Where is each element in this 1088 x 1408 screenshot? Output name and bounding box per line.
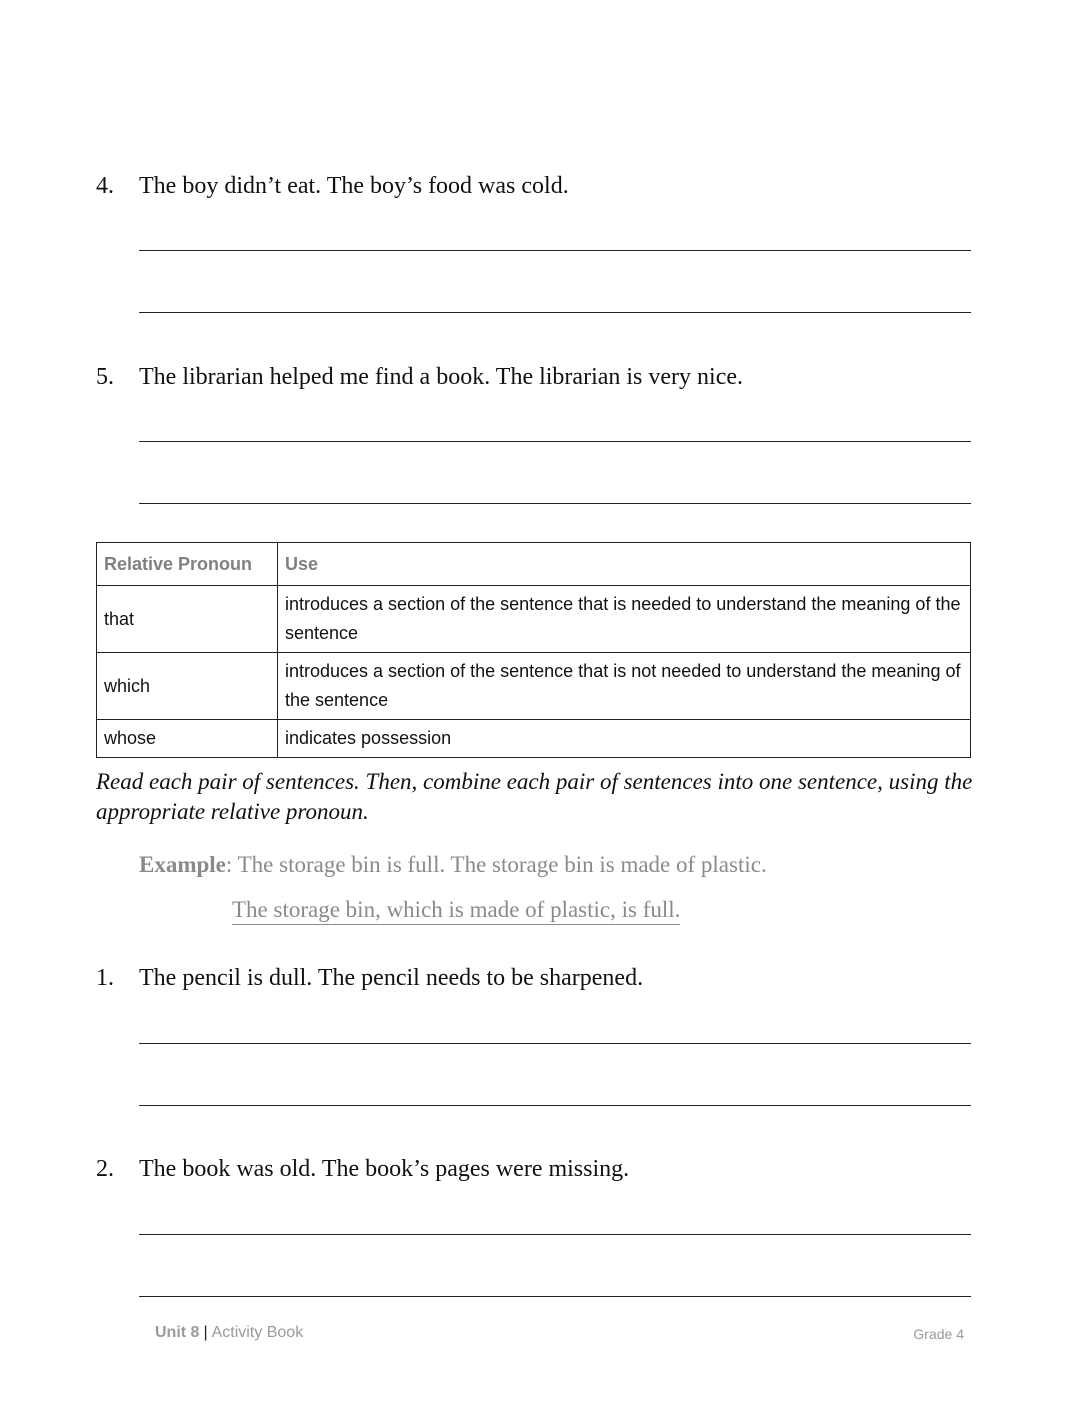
question-text: The pencil is dull. The pencil needs to be sharpened. bbox=[139, 965, 644, 991]
table-header: Relative Pronoun bbox=[97, 543, 278, 586]
example-sentence: : The storage bin is full. The storage bin is made of plastic. bbox=[225, 852, 767, 877]
example bbox=[139, 852, 767, 878]
question-number: 5. bbox=[96, 364, 114, 390]
answer-line[interactable] bbox=[139, 441, 971, 442]
table-row bbox=[97, 720, 971, 758]
footer-grade: Grade 4 bbox=[913, 1326, 964, 1342]
answer-line[interactable] bbox=[139, 1234, 971, 1235]
question-text: The book was old. The book’s pages were missing. bbox=[139, 1156, 630, 1182]
answer-line[interactable] bbox=[139, 1105, 971, 1106]
question-number: 2. bbox=[96, 1156, 114, 1182]
example-label: Example bbox=[139, 852, 226, 877]
answer-line[interactable] bbox=[139, 250, 971, 251]
question-text: The boy didn’t eat. The boy’s food was cold. bbox=[139, 173, 569, 199]
answer-line[interactable] bbox=[139, 503, 971, 504]
table-row bbox=[97, 653, 971, 720]
use-cell: introduces a section of the sentence that is not needed to understand the meaning of the sentence bbox=[278, 653, 971, 720]
footer-separator: | bbox=[203, 1324, 208, 1341]
use-cell: introduces a section of the sentence that is needed to understand the meaning of the sentence bbox=[278, 586, 971, 653]
question-number: 4. bbox=[96, 173, 114, 199]
table-header: Use bbox=[278, 543, 971, 586]
use-cell: indicates possession bbox=[278, 720, 971, 758]
question-number: 1. bbox=[96, 965, 114, 991]
instructions: Read each pair of sentences. Then, combine each pair of sentences into one sentence, using the appropriate relative pronoun. bbox=[96, 769, 973, 824]
footer-unit-label: Unit 8 bbox=[155, 1324, 200, 1341]
table-header-row bbox=[97, 543, 971, 586]
answer-line[interactable] bbox=[139, 312, 971, 313]
question-text: The librarian helped me find a book. The librarian is very nice. bbox=[139, 364, 744, 390]
pronoun-cell: whose bbox=[97, 720, 278, 758]
answer-line[interactable] bbox=[139, 1043, 971, 1044]
footer-book-label: Activity Book bbox=[211, 1324, 304, 1341]
pronoun-cell: that bbox=[97, 586, 278, 653]
table-row bbox=[97, 586, 971, 653]
relative-pronoun-table bbox=[96, 542, 971, 758]
footer-divider bbox=[139, 1296, 971, 1297]
pronoun-cell: which bbox=[97, 653, 278, 720]
example-answer: The storage bin, which is made of plastic, is full. bbox=[232, 897, 680, 925]
footer-unit bbox=[155, 1324, 303, 1342]
